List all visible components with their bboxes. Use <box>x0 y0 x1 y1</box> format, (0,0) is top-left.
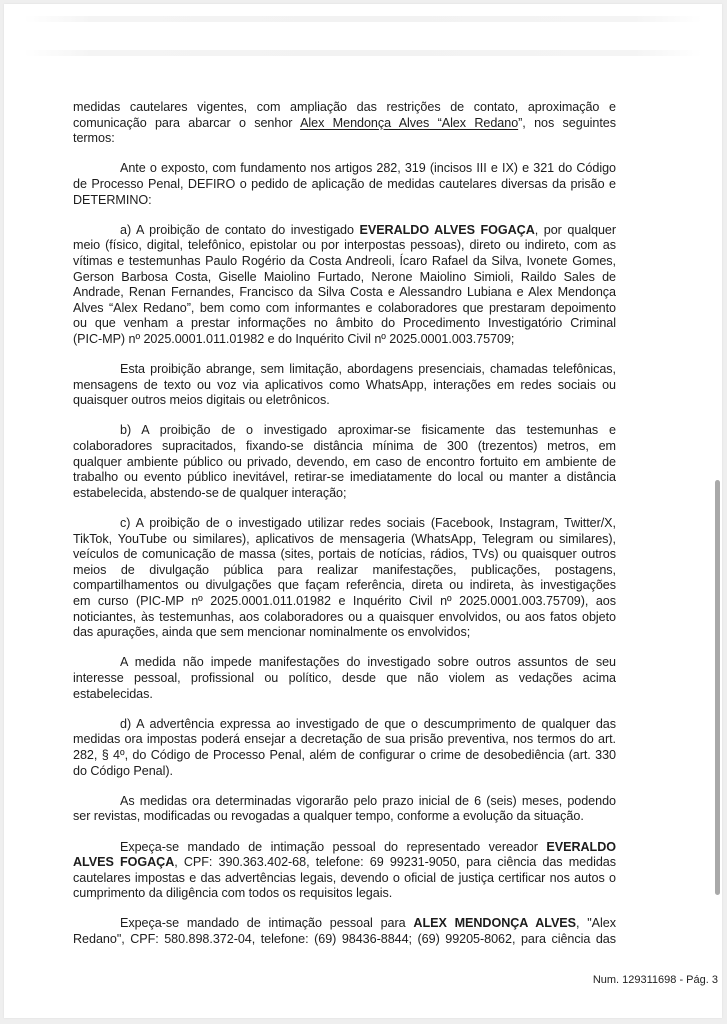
paragraph-p11 <box>73 916 616 947</box>
text-line: quaisquer outros meios digitais ou eletrônicos. <box>73 393 330 408</box>
text-line: do Código Penal). <box>73 763 173 778</box>
text-line: cumprimento da diligência com todos os requisitos legais. <box>73 886 393 901</box>
text-line: Redano", CPF: 580.898.372-04, telefone: (69) 98436-8844; (69) 99205-8062, para ciência das <box>73 932 616 947</box>
text-line: trabalho ou evento público inevitável, retirar-se imediatamente do local ou manter a distância <box>73 470 616 485</box>
paragraph-p10 <box>73 840 616 902</box>
scrollbar-thumb[interactable] <box>715 480 720 895</box>
text-line: veículos de comunicação de massa (sites, portais de notícias, rádios, TVs) ou quaisquer outros <box>73 547 616 562</box>
paragraph-p4 <box>73 362 616 409</box>
text-line: As medidas ora determinadas vigorarão pelo prazo inicial de 6 (seis) meses, podendo <box>120 793 616 808</box>
text-line: meios de divulgação pública para realizar manifestações, publicações, postagens, <box>73 562 616 577</box>
text-line: mensagens de texto ou voz via aplicativos como WhatsApp, interações em redes sociais ou <box>73 377 616 392</box>
bleed-through-text <box>24 16 702 22</box>
text-line: ALVES FOGAÇA, CPF: 390.363.402-68, telefone: 69 99231-9050, para ciência das medidas <box>73 855 616 870</box>
paragraph-p9 <box>73 794 616 825</box>
bold-name: ALEX MENDONÇA ALVES <box>413 916 577 931</box>
text-line: 282, § 4º, do Código de Processo Penal, além de configurar o crime de desobediência (art. 330 <box>73 747 616 762</box>
text-line: c) A proibição de o investigado utilizar redes sociais (Facebook, Instagram, Twitter/X, <box>120 516 616 531</box>
text-line: de Processo Penal, DEFIRO o pedido de aplicação de medidas cautelares diversas da prisão e <box>73 176 616 191</box>
bold-name: EVERALDO <box>546 839 616 854</box>
text-line: Alves “Alex Redano”, bem como com informantes e colaboradores que prestaram depoimento <box>73 300 616 315</box>
text-line: compartilhamentos ou divulgações que façam referência, direta ou indireta, às investigações <box>73 578 616 593</box>
text-line: vítimas e testemunhas Paulo Rogério da Costa Andreoli, Ícaro Rafael da Silva, Ivonete Gomes, <box>73 253 616 268</box>
text-line: Expeça-se mandado de intimação pessoal para ALEX MENDONÇA ALVES, "Alex <box>120 916 616 931</box>
text-line: d) A advertência expressa ao investigado de que o descumprimento de qualquer das <box>120 716 616 731</box>
text-line: Ante o exposto, com fundamento nos artigos 282, 319 (incisos III e IX) e 321 do Código <box>120 161 616 176</box>
paragraph-p8 <box>73 717 616 779</box>
text-line: meio (físico, digital, telefônico, epistolar ou por interpostas pessoas), direto ou indireto, com as <box>73 238 616 253</box>
text-line: comunicação para abarcar o senhor Alex Mendonça Alves “Alex Redano”, nos seguintes <box>73 115 616 130</box>
text-line: Esta proibição abrange, sem limitação, abordagens presenciais, chamadas telefônicas, <box>120 362 616 377</box>
bold-name: EVERALDO ALVES FOGAÇA <box>359 222 535 237</box>
text-line: cautelares impostas e das advertências legais, devendo o oficial de justiça certificar nos autos o <box>73 870 616 885</box>
paragraph-p3 <box>73 223 616 348</box>
text-line: estabelecidas. <box>73 686 153 701</box>
text-line: Expeça-se mandado de intimação pessoal do representado vereador EVERALDO <box>120 839 616 854</box>
text-line: das apurações, ainda que sem mencionar nominalmente os envolvidos; <box>73 625 471 640</box>
text-line: TikTok, YouTube ou similares), aplicativos de mensageria (WhatsApp, Telegram ou similares), <box>73 531 616 546</box>
text-line: ou que venham a prestar informações no âmbito do Procedimento Investigatório Criminal <box>73 316 616 331</box>
text-line: b) A proibição de o investigado aproximar-se fisicamente das testemunhas e <box>120 423 616 438</box>
paragraph-p7 <box>73 655 616 702</box>
text-line: ser revistas, modificadas ou revogadas a qualquer tempo, conforme a evolução da situação. <box>73 809 584 824</box>
paragraph-p2 <box>73 161 616 208</box>
paragraph-p5 <box>73 423 616 501</box>
bleed-through-text <box>24 50 702 56</box>
text-line: medidas ora impostas poderá ensejar a decretação de sua prisão preventiva, nos termos do art. <box>73 732 616 747</box>
document-body <box>73 100 616 962</box>
text-line: medidas cautelares vigentes, com ampliação das restrições de contato, aproximação e <box>73 100 616 114</box>
text-line: interesse pessoal, profissional ou político, desde que não violem as vedações acima <box>73 670 616 685</box>
bold-name: ALVES FOGAÇA <box>73 855 175 870</box>
text-line: colaboradores supracitados, fixando-se distância mínima de 300 (trezentos) metros, em <box>73 439 616 454</box>
text-line: DETERMINO: <box>73 192 152 207</box>
text-line: termos: <box>73 131 115 146</box>
text-line: A medida não impede manifestações do investigado sobre outros assuntos de seu <box>120 655 616 670</box>
text-line: qualquer ambiente público ou privado, devendo, em caso de encontro fortuito em ambiente de <box>73 454 616 469</box>
underlined-name: Alex Mendonça Alves “Alex Redano <box>300 115 519 130</box>
text-line: em curso (PIC-MP nº 2025.0001.011.01982 e Inquérito Civil nº 2025.0001.003.75709), aos <box>73 594 616 608</box>
text-line: Andrade, Renan Fernandes, Francisco da Silva Costa e Alessandro Lubiana e Alex Mendonça <box>73 285 616 300</box>
text-line: Gerson Barbosa Costa, Giselle Maiolino Furtado, Nerone Maiolino Simioli, Raildo Sales de <box>73 269 616 284</box>
page-number-footer: Num. 129311698 - Pág. 3 <box>592 974 718 986</box>
text-line: (PIC-MP) nº 2025.0001.011.01982 e do Inquérito Civil nº 2025.0001.003.75709; <box>73 331 515 346</box>
paragraph-p6 <box>73 516 616 641</box>
paragraph-p1 <box>73 100 616 147</box>
text-line: a) A proibição de contato do investigado EVERALDO ALVES FOGAÇA, por qualquer <box>120 222 616 237</box>
text-line: noticiantes, às testemunhas, aos colaboradores ou a quaisquer envolvidos, ou aos fatos objeto <box>73 609 616 624</box>
text-line: estabelecida, abstendo-se de qualquer interação; <box>73 485 347 500</box>
